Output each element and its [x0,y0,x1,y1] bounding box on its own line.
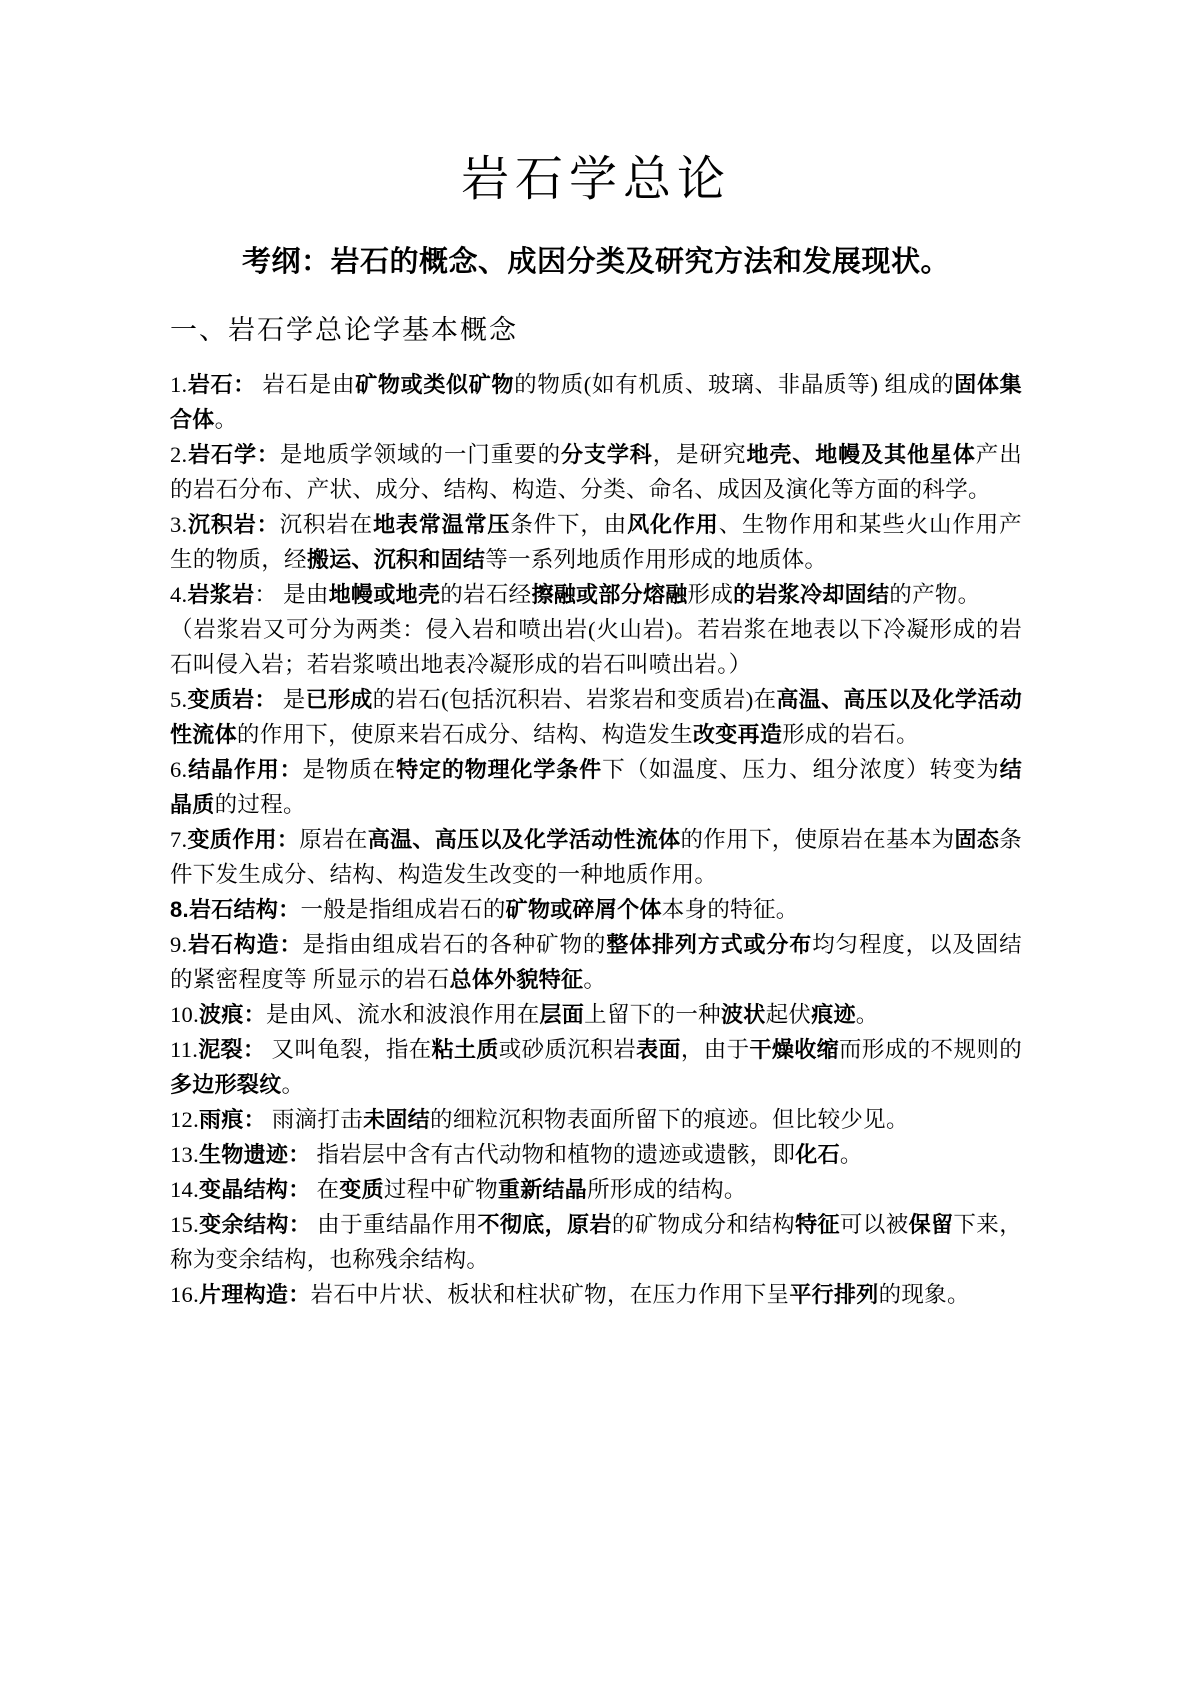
body-text: 条件下，由 [510,512,628,537]
body-text: 的作用下，使原岩在基本为 [680,827,955,852]
body-text: 的岩石经 [440,582,532,607]
term-bold-text: 搬运、沉积和固结 [306,547,486,572]
term-bold-text: 变质 [339,1177,384,1202]
term-bold-text: 整体排列方式或分布 [606,932,813,957]
body-text: 、生物作用和某些火山作用产生的物质，经 [170,512,1022,572]
term-bold-text: 风化作用 [627,512,719,537]
term-bold-text: 高温、高压以及化学活动性流体 [170,687,1023,747]
body-text: 1. [170,372,188,397]
term-bold-text: 改变再造 [692,722,783,747]
term-bold-text: 化石 [795,1142,840,1167]
definitions-list [170,367,1022,1312]
section-heading: 一、岩石学总论学基本概念 [170,315,518,345]
term-bold-text: 痕迹 [811,1002,856,1027]
term-bold-text: 结晶质 [170,757,1022,817]
term-bold-text: 沉积岩： [187,512,280,537]
body-text: 均匀程度，以及固结的紧密程度等 所显示的岩石 [170,932,1022,992]
term-bold-text: 雨痕： [199,1107,266,1132]
term-bold-text: 变质岩： [187,687,277,712]
body-text: 的物质(如有机质、玻璃、非晶质等) 组成的 [514,372,955,397]
body-text: 11. [170,1037,199,1062]
body-text: （岩浆岩又可分为两类：侵入岩和喷出岩(火山岩)。若岩浆在地表以下冷凝形成的岩石叫侵入岩；若岩浆喷出地表冷凝形成的岩石叫喷出岩。） [170,617,1022,677]
term-bold-text: 已形成 [305,687,373,712]
term-bold-text: 重新结晶 [497,1177,588,1202]
body-text: 本身的特征。 [661,897,799,922]
term-bold-text: 岩石： [187,372,257,397]
term-bold-text: 平行排列 [789,1282,879,1307]
term-bold-text: 地幔或地壳 [328,582,441,607]
term-bold-text: 固态 [954,827,1000,852]
term-bold-text: 变余结构： [199,1212,312,1237]
body-text: 原岩在 [299,827,368,852]
body-text: 沉积岩在 [279,512,374,537]
body-text: 。 [214,407,238,432]
term-bold-text: 变晶结构： [199,1177,311,1202]
term-bold-text: 特定的物理化学条件 [396,757,603,782]
body-text: 。 [839,1142,863,1167]
term-bold-text: 岩浆岩 [187,582,255,607]
term-bold-text: 波状 [720,1002,766,1027]
body-text: 由于重结晶作用 [311,1212,478,1237]
body-text: 起伏 [765,1002,812,1027]
term-bold-text: 干燥收缩 [749,1037,840,1062]
body-text: 6. [170,757,188,782]
body-text: 等一系列地质作用形成的地质体。 [485,547,828,572]
body-text: 14. [170,1177,200,1202]
body-text: 是由风、流水和波浪作用在 [265,1002,540,1027]
term-bold-text: 地壳、地幔及其他星体 [746,442,976,467]
term-bold-text: 的岩浆冷却固结 [733,582,890,607]
body-text: 3. [170,512,188,537]
term-bold-text: 层面 [539,1002,585,1027]
body-text: 可以被 [839,1212,909,1237]
body-text: ，由于 [680,1037,750,1062]
body-text: 7. [170,827,188,852]
definition-item [170,612,1022,682]
definition-item [170,1032,1022,1102]
term-bold-text: 地表常温常压 [373,512,511,537]
body-text: 10. [170,1002,200,1027]
definition-item [170,1172,1022,1207]
term-bold-text: 结晶作用： [187,757,303,782]
term-bold-text: 总体外貌特征 [449,967,584,992]
body-text: 雨滴打击 [265,1107,364,1132]
term-bold-text: 保留 [908,1212,954,1237]
term-bold-text: 擦融或部分熔融 [531,582,688,607]
body-text: 。 [855,1002,879,1027]
body-text: 9. [170,932,188,957]
term-bold-text: 泥裂： [198,1037,266,1062]
body-text: 岩石是由 [256,372,356,397]
body-text: 2. [170,442,188,467]
body-text: 产出的岩石分布、产状、成分、结构、构造、分类、命名、成因及演化等方面的科学。 [170,442,1023,502]
body-text: ： 是由 [254,582,329,607]
body-text: 4. [170,582,188,607]
body-text: 条件下发生成分、结构、构造发生改变的一种地质作用。 [170,827,1022,887]
body-text: 的岩石(包括沉积岩、岩浆岩和变质岩)在 [372,687,777,712]
definition-item [170,682,1022,752]
body-text: 指岩层中含有古代动物和植物的遗迹或遗骸，即 [310,1142,796,1167]
body-text: 13. [170,1142,200,1167]
body-text: 的矿物成分和结构 [611,1212,796,1237]
body-text: 是物质在 [302,757,397,782]
body-text: 的产物。 [889,582,981,607]
term-bold-text: 高温、高压以及化学活动性流体 [367,827,681,852]
body-text: 而形成的不规则的 [839,1037,1023,1062]
term-bold-text: 生物遗迹： [199,1142,311,1167]
body-text: 。 [583,967,607,992]
body-text: 上留下的一种 [584,1002,721,1027]
definition-item [170,367,1022,437]
term-bold-text: 变质作用： [187,827,300,852]
definition-item [170,822,1022,892]
definition-item [170,1207,1022,1277]
body-text: 16. [170,1282,200,1307]
term-bold-text: 矿物或碎屑个体 [505,897,662,922]
body-text: 形成 [687,582,734,607]
body-text: 是地质学领域的一门重要的 [279,442,562,467]
definition-item [170,1137,1022,1172]
definition-item [170,997,1022,1032]
body-text: 在 [310,1177,340,1202]
body-text: ，是研究 [652,442,747,467]
body-text: 的细粒沉积物表面所留下的痕迹。但比较少见。 [429,1107,909,1132]
term-bold-text: 分支学科 [561,442,653,467]
term-bold-text: 表面 [636,1037,681,1062]
term-bold-text: 未固结 [363,1107,430,1132]
body-text: 15. [170,1212,200,1237]
term-bold-text: 8.岩石结构： [170,897,301,922]
term-bold-text: 特征 [795,1212,840,1237]
body-text: 下来，称为变余结构，也称残余结构。 [170,1212,1023,1272]
term-bold-text: 固体集合体 [170,372,1022,432]
definition-item [170,752,1022,822]
body-text: 5. [170,687,188,712]
body-text: 一般是指组成岩石的 [300,897,506,922]
body-text: 下（如温度、压力、组分浓度）转变为 [602,757,1000,782]
term-bold-text: 不彻底，原岩 [477,1212,612,1237]
body-text: 是 [276,687,306,712]
term-bold-text: 粘土质 [431,1037,499,1062]
term-bold-text: 矿物或类似矿物 [355,372,515,397]
page-title: 岩石学总论 [460,153,731,206]
body-text: 的过程。 [214,792,306,817]
term-bold-text: 岩石构造： [187,932,303,957]
term-bold-text: 多边形裂纹 [170,1072,282,1097]
definition-item [170,437,1022,507]
body-text: 的现象。 [878,1282,970,1307]
definition-item [170,927,1022,997]
definition-item [170,577,1022,612]
definition-item [170,1102,1022,1137]
definition-item [170,1277,1022,1312]
term-bold-text: 片理构造： [199,1282,311,1307]
exam-outline-subtitle: 考纲：岩石的概念、成因分类及研究方法和发展现状。 [241,246,950,278]
body-text: 12. [170,1107,200,1132]
definition-item [170,892,1022,927]
term-bold-text: 岩石学： [187,442,280,467]
body-text: 所形成的结构。 [587,1177,747,1202]
body-text: 岩石中片状、板状和柱状矿物，在压力作用下呈 [310,1282,790,1307]
definition-item [170,507,1022,577]
body-text: 的作用下，使原来岩石成分、结构、构造发生 [236,722,693,747]
body-text: 过程中矿物 [383,1177,498,1202]
body-text: 又叫龟裂，指在 [265,1037,432,1062]
body-text: 是指由组成岩石的各种矿物的 [302,932,607,957]
term-bold-text: 波痕： [199,1002,266,1027]
body-text: 或砂质沉积岩 [498,1037,637,1062]
body-text: 形成的岩石。 [782,722,919,747]
body-text: 。 [281,1072,305,1097]
